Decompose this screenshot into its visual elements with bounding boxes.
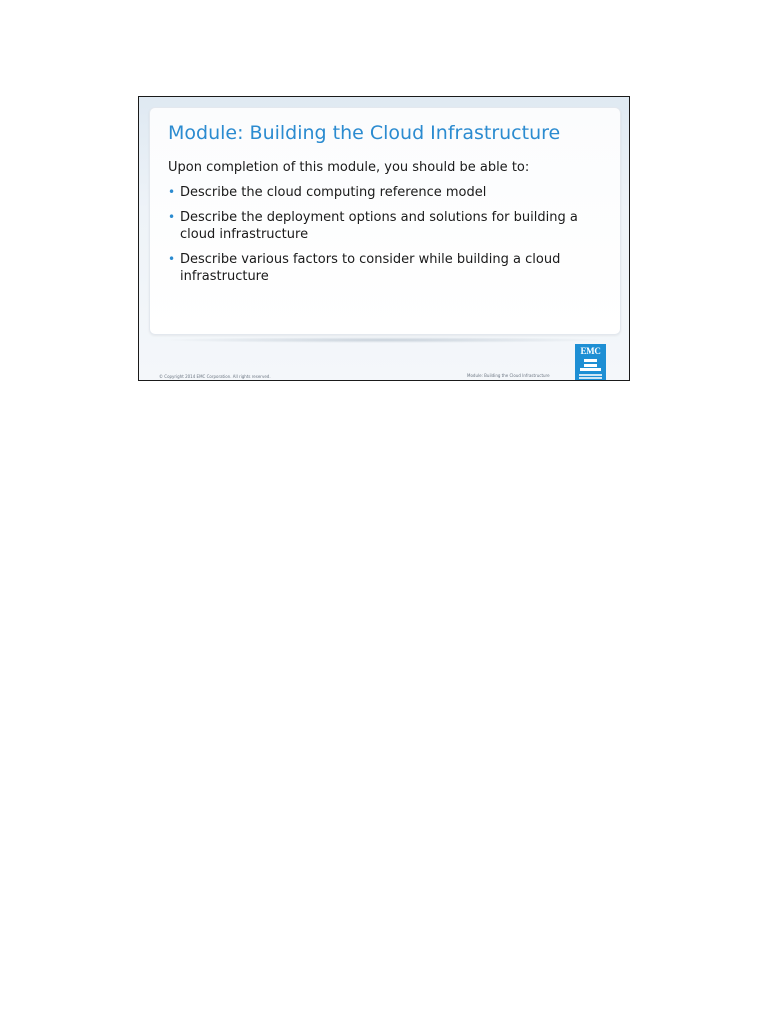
- emc-logo: [575, 344, 606, 381]
- list-item: [168, 209, 613, 243]
- emc-proven-professional-logo-icon: [575, 357, 606, 381]
- objectives-list: [168, 184, 613, 293]
- list-item-text: Describe the deployment options and solutions for building a cloud infrastructure: [180, 210, 578, 242]
- list-item-text: Describe various factors to consider while building a cloud infrastructure: [180, 252, 561, 284]
- bullet-icon: •: [168, 185, 176, 199]
- list-item: [168, 251, 613, 285]
- intro-text: Upon completion of this module, you should be able to:: [168, 160, 530, 175]
- bullet-icon: •: [168, 210, 176, 224]
- content-panel: [149, 107, 621, 335]
- panel-shadow: [159, 337, 611, 343]
- list-item: [168, 184, 613, 201]
- logo-text: EMC: [580, 346, 601, 356]
- copyright-text: © Copyright 2014 EMC Corporation. All rights reserved.: [159, 374, 271, 379]
- footer-module-name: Module: Building the Cloud Infrastructure: [467, 373, 550, 378]
- bullet-icon: •: [168, 252, 176, 266]
- slide-title: Module: Building the Cloud Infrastructure: [168, 122, 561, 144]
- list-item-text: Describe the cloud computing reference model: [180, 185, 487, 200]
- slide: [138, 96, 630, 381]
